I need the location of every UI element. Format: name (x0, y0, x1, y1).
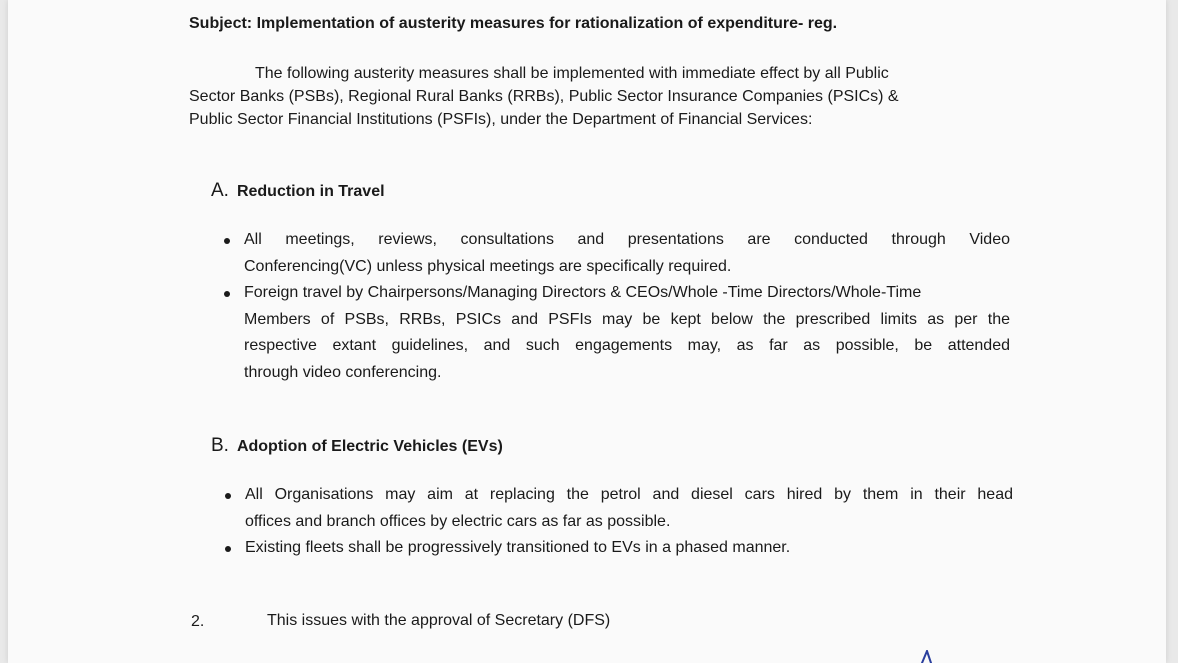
bullet-line: respective extant guidelines, and such engagements may, as far as possible, be attended (244, 337, 1010, 354)
intro-paragraph (189, 62, 1009, 131)
bullet-line: Conferencing(VC) unless physical meetings are specifically required. (244, 257, 732, 275)
section-b-bullet-list (223, 482, 1013, 562)
document-page (8, 0, 1166, 663)
bullet-line: Foreign travel by Chairpersons/Managing Directors & CEOs/Whole -Time Directors/Whole-Time (244, 284, 922, 301)
bullet-item (223, 535, 1013, 562)
bullet-line: Members of PSBs, RRBs, PSICs and PSFIs may be kept below the prescribed limits as per the (244, 310, 1010, 328)
section-title: Adoption of Electric Vehicles (EVs) (236, 438, 503, 455)
bullet-line: Existing fleets shall be progressively transitioned to EVs in a phased manner. (245, 539, 791, 556)
section-a-heading (211, 180, 385, 202)
section-letter: A. (211, 180, 229, 201)
bullet-item (222, 227, 1010, 280)
bullet-item (222, 280, 1010, 386)
intro-line: The following austerity measures shall be implemented with immediate effect by all Public (255, 65, 889, 82)
bullet-line: offices and branch offices by electric cars as far as possible. (245, 512, 671, 530)
signature-mark (920, 650, 934, 663)
bullet-line: All meetings, reviews, consultations and presentations are conducted through Video (244, 231, 1010, 248)
bullet-line: All Organisations may aim at replacing the petrol and diesel cars hired by them in their head (245, 486, 1013, 503)
section-a-bullet-list (222, 227, 1010, 386)
section-letter: B. (211, 435, 229, 456)
intro-line: Sector Banks (PSBs), Regional Rural Banks (RRBs), Public Sector Insurance Companies (PSICs) & (189, 88, 899, 105)
section-title: Reduction in Travel (236, 183, 385, 200)
paragraph-text: This issues with the approval of Secretary (DFS) (267, 612, 611, 629)
section-b-heading (211, 435, 503, 457)
intro-line: Public Sector Financial Institutions (PSFIs), under the Department of Financial Services: (189, 111, 813, 128)
subject-line: Subject: Implementation of austerity measures for rationalization of expenditure- reg. (189, 15, 838, 32)
bullet-item (223, 482, 1013, 535)
bullet-line: through video conferencing. (244, 363, 442, 381)
paragraph-number: 2. (191, 613, 205, 630)
